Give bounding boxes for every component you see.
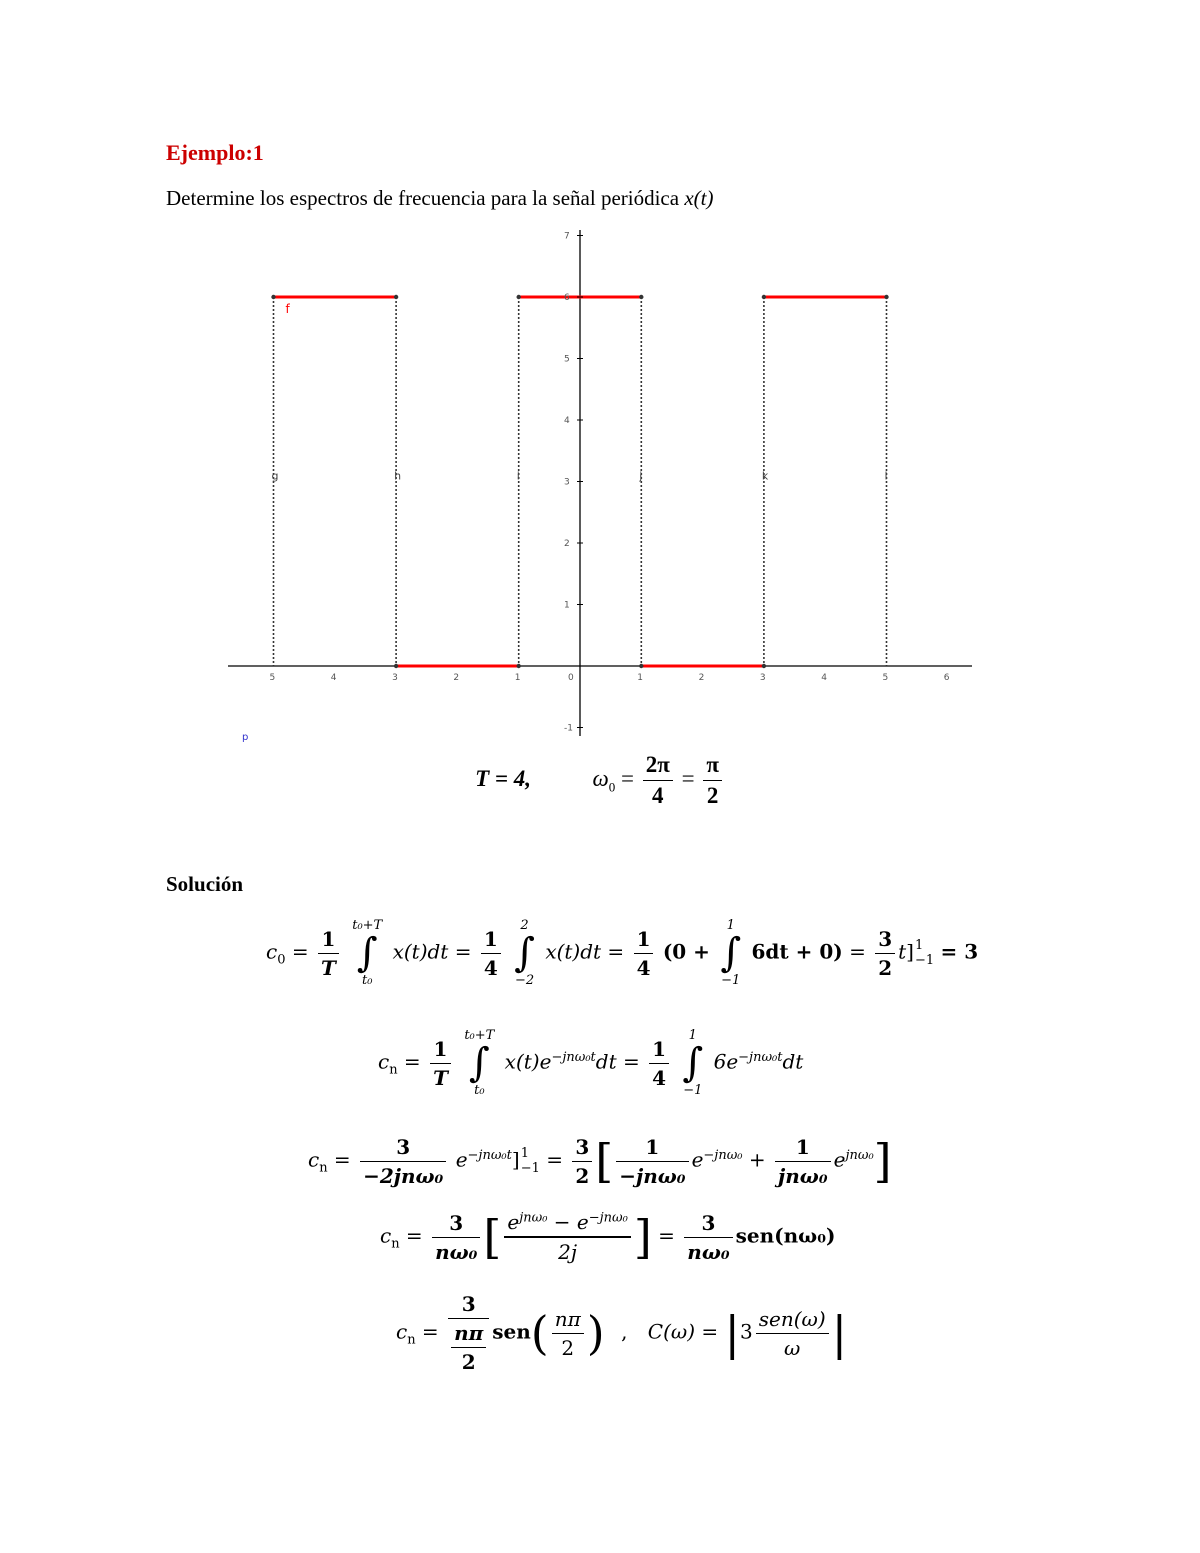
statement-text: Determine los espectros de frecuencia para la señal periódica [166, 186, 680, 210]
signal-endpoint [517, 295, 521, 299]
x-tick-label: 4 [821, 673, 827, 683]
x-tick-label: 4 [330, 673, 337, 683]
omega-fraction-1: $\frac{2\pi}{4}$ [643, 752, 673, 809]
equation-cn-integral: $c_n$ = $\frac{1}{T}$ t₀+T ∫ t₀ $x(t)e^{-jn\omega_0t}dt$ = $\frac{1}{4}$ 1 ∫ −1 $6e^{-jn\omega_0t}dt$ [378, 1028, 804, 1098]
segment-label-k: k [761, 469, 769, 483]
solution-heading: Solución [166, 872, 244, 896]
y-tick-label: 4 [564, 416, 570, 426]
x-tick-label: 5 [882, 673, 889, 683]
segment-label-j: j [639, 469, 643, 483]
omega-fraction-2: $\frac{\pi}{2}$ [703, 752, 722, 809]
signal-endpoint [762, 295, 766, 299]
example-heading: Ejemplo:1 [166, 140, 264, 165]
segment-label-i: i [516, 469, 520, 483]
segment-label-h: h [394, 469, 402, 483]
integral-sign: 2 ∫ −2 [514, 918, 535, 988]
y-tick-label: 3 [564, 477, 570, 488]
segment-label-l: l [884, 469, 888, 483]
signal-endpoint [394, 664, 398, 668]
signal-endpoint [394, 295, 398, 299]
signal-endpoint [639, 664, 643, 668]
period-parameters: T = 4, $\omega_0$ = $\frac{2\pi}{4}$ = $\frac{\pi}{2}$ [0, 752, 1200, 809]
x-tick-label: 3 [392, 673, 398, 683]
signal-endpoint [271, 295, 275, 299]
signal-symbol: x(t) [684, 186, 714, 210]
x-tick-label: 1 [637, 673, 644, 683]
omega-sub: 0 [608, 779, 616, 795]
integral-sign: t₀+T ∫ t₀ [464, 1028, 495, 1098]
y-tick-label: 7 [564, 231, 570, 242]
x-tick-label: 2 [453, 673, 460, 683]
x-tick-label: 5 [269, 673, 276, 683]
y-tick-label: 1 [564, 600, 570, 611]
y-tick-label: 5 [564, 354, 570, 365]
period-value: T = 4, [475, 765, 531, 791]
stray-point-label: p [242, 732, 249, 742]
signal-plot [220, 222, 980, 742]
signal-endpoint [517, 664, 521, 668]
x-tick-label: 0 [568, 673, 574, 683]
equation-cn-final: $c_n$ = $\frac{3}{\frac{n\pi}{2}}$ sen( $\frac{n\pi}{2}$ ) , C(ω) = |3 $\frac{\text{sen(ω)}}{\omega}$ | [396, 1292, 848, 1374]
y-tick-label: -1 [564, 723, 573, 734]
equation-cn-sine: $c_n$ = $\frac{3}{\text{nω₀}}$ [ $\frac{e^{jn\omega_0} - e^{-jn\omega_0}}{2j}$ ] = $\frac{3}{\text{nω₀}}$ sen(nω₀) [380, 1210, 836, 1264]
x-tick-label: 3 [759, 673, 766, 683]
y-tick-label: 2 [564, 539, 570, 549]
integral-sign: 1 ∫ −1 [720, 918, 742, 988]
x-tick-label: 6 [943, 673, 950, 683]
equation-c0: $c_0$ = $\frac{1}{T}$ t₀+T ∫ t₀ x(t)dt = $\frac{1}{4}$ 2 ∫ −2 x(t)dt = $\frac{1}{4}$ (0 + 1 ∫ −1 6dt + 0) = $\frac{3}{2}$ t] 1 −1 = 3 [266, 918, 979, 988]
omega-symbol: ω [592, 765, 609, 791]
y-tick-label: 6 [564, 293, 570, 303]
signal-endpoint [762, 664, 766, 668]
equation-cn-evaluated: $c_n$ = $\frac{3}{\text{−2jnω₀}}$ $e^{-jn\omega_0t}$] 1 −1 = $\frac{3}{2}$ [ $\frac{1}{\text{−jnω₀}}$ $e^{-jn\omega_0}$ + $\frac{1}{\text{jnω₀}}$ $e^{jn\omega_0}$] [308, 1134, 892, 1188]
segment-label-g: g [271, 469, 279, 483]
integral-sign: 1 ∫ −1 [682, 1028, 704, 1098]
signal-endpoint [884, 295, 888, 299]
signal-endpoint [639, 295, 643, 299]
series-label: f [285, 302, 290, 316]
x-tick-label: 2 [698, 673, 705, 683]
integral-sign: t₀+T ∫ t₀ [352, 918, 383, 988]
x-tick-label: 1 [514, 673, 521, 683]
problem-statement [166, 186, 713, 211]
